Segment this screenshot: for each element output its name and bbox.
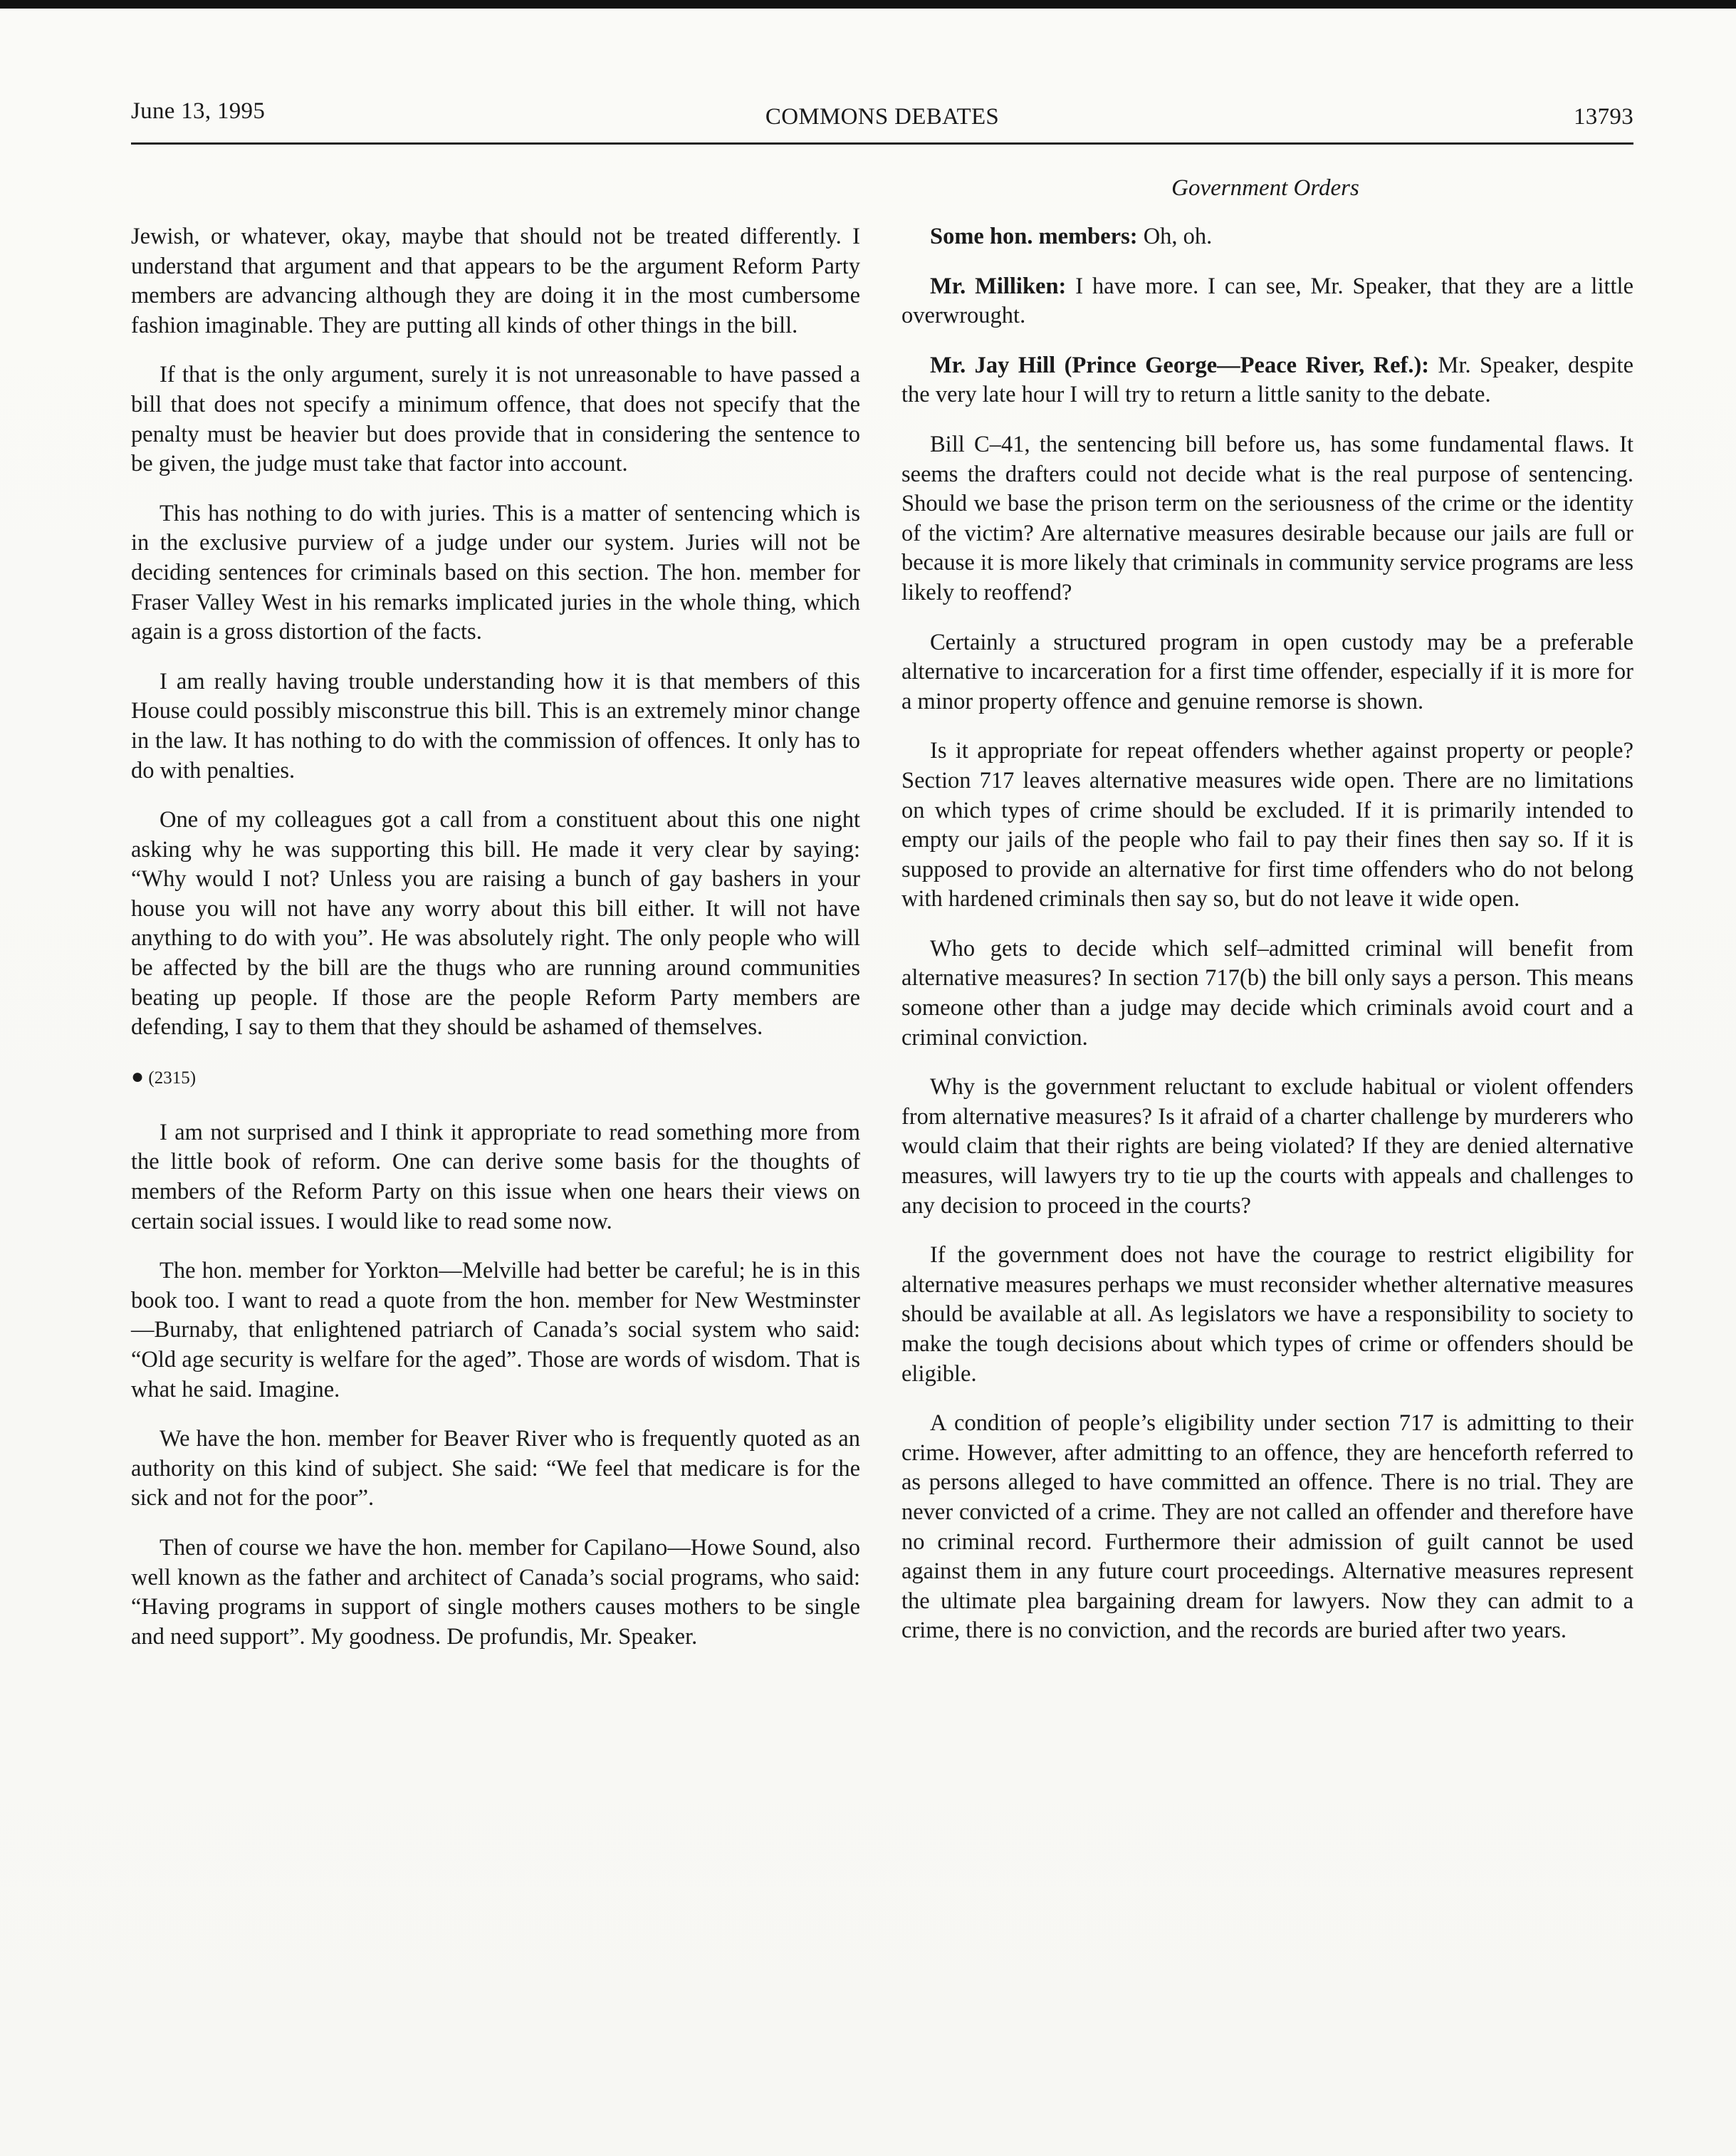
paragraph: Why is the government reluctant to exclude habitual or violent offenders from alternative measures? Is it afraid of a charter challenge by murderers who would claim that their rights are being violated? If they are denied alternative measures, will lawyers try to tie up the courts with appeals and challenges to any decision to proceed in the courts?	[901, 1074, 1633, 1219]
paragraph: Then of course we have the hon. member for Capilano—Howe Sound, also well known as the father and architect of Canada’s social programs, who said: “Having programs in support of single mothers causes mothers to be single and need support”. My goodness. De profundis, Mr. Speaker.	[131, 1534, 860, 1650]
speech	[901, 351, 1633, 410]
right-column	[901, 222, 1633, 1666]
header-title: COMMONS DEBATES	[765, 104, 1000, 130]
header-rule	[131, 142, 1633, 145]
bullet-icon: ●	[131, 1064, 145, 1088]
paragraph: A condition of people’s eligibility under section 717 is admitting to their crime. However, after admitting to an offence, they are henceforth referred to as persons alleged to have committed an offence. There is no trial. They are never convicted of a crime. They are not called an offender and therefore have no criminal record. Furthermore their admission of guilt cannot be used against them in any future court proceedings. Alternative measures represent the ultimate plea bargaining dream for lawyers. Now they can admit to a crime, there is no conviction, and the records are buried after two years.	[901, 1410, 1633, 1644]
paragraph: I am really having trouble understanding how it is that members of this House could possibly misconstrue this bill. This is an extremely minor change in the law. It has nothing to do with the commission of offences. It only has to do with penalties.	[131, 668, 860, 783]
paragraph: This has nothing to do with juries. This is a matter of sentencing which is in the exclusive purview of a judge under our system. Juries will not be deciding sentences for criminals based on this section. The hon. member for Fraser Valley West in his remarks implicated juries in the whole thing, which again is a gross distortion of the facts.	[131, 500, 860, 645]
paragraph: Bill C–41, the sentencing bill before us, has some fundamental flaws. It seems the drafters could not decide what is the real purpose of sentencing. Should we base the prison term on the seriousness of the crime or the identity of the victim? Are alternative measures desirable because our jails are full or because it is more likely that criminals in community service programs are less likely to reoffend?	[901, 431, 1633, 605]
paragraph: The hon. member for Yorkton—Melville had better be careful; he is in this book too. I want to read a quote from the hon. member for New Westminster—Burnaby, that enlightened patriarch of Canada’s social system who said: “Old age security is welfare for the aged”. Those are words of wisdom. That is what he said. Imagine.	[131, 1258, 860, 1402]
header-page-number: 13793	[1574, 104, 1633, 130]
header-date: June 13, 1995	[131, 98, 266, 124]
speech	[901, 272, 1633, 331]
paragraph: Jewish, or whatever, okay, maybe that should not be treated differently. I understand that argument and that appears to be the argument Reform Party members are advancing although they are doing it in the most cumbersome fashion imaginable. They are putting all kinds of other things in the bill.	[131, 224, 860, 338]
paragraph: Is it appropriate for repeat offenders whether against property or people? Section 717 leaves alternative measures wide open. There are no limitations on which types of crime should be excluded. If it is primarily intended to empty our jails of the people who fail to pay their fines then say so. If it is supposed to provide an alternative for first time offenders who do not belong with hardened criminals then say so, but do not leave it wide open.	[901, 738, 1633, 912]
section-label: Government Orders	[1171, 175, 1359, 201]
scan-edge	[0, 0, 1736, 9]
paragraph: I am not surprised and I think it appropriate to read something more from the little book of reform. One can derive some basis for the thoughts of members of the Reform Party on this issue when one hears their views on certain social issues. I would like to read some now.	[131, 1119, 860, 1234]
time-marker-text: (2315)	[148, 1068, 197, 1088]
paragraph: One of my colleagues got a call from a constituent about this one night asking why he was supporting this bill. He made it very clear by saying: “Why would I not? Unless you are raising a bunch of gay bashers in your house you will not have any worry about this bill either. It will not have anything to do with you”. He was absolutely right. The only people who will be affected by the bill are the thugs who are running around communities beating up people. If those are the people Reform Party members are defending, I say to them that they should be ashamed of themselves.	[131, 807, 860, 1041]
speech	[901, 222, 1633, 252]
speaker-name: Mr. Milliken:	[930, 273, 1067, 299]
paragraph: Certainly a structured program in open custody may be a preferable alternative to incarceration for a first time offender, especially if it is more for a minor property offence and genuine remorse is shown.	[901, 629, 1633, 714]
left-column	[131, 222, 860, 1672]
paragraph: We have the hon. member for Beaver River who is frequently quoted as an authority on this kind of subject. She said: “We feel that medicare is for the sick and not for the poor”.	[131, 1426, 860, 1511]
time-marker	[131, 1063, 860, 1093]
paragraph: Who gets to decide which self–admitted criminal will benefit from alternative measures? In section 717(b) the bill only says a person. This means someone other than a judge may decide which criminals avoid court and a criminal conviction.	[901, 935, 1633, 1051]
running-header	[131, 98, 1633, 141]
paragraph: If the government does not have the courage to restrict eligibility for alternative measures perhaps we must reconsider whether alternative measures should be available at all. As legislators we have a responsibility to society to make the tough decisions about which types of crime or offenders should be eligible.	[901, 1242, 1633, 1387]
speech-text: Mr. Speaker, despite the very late hour I will try to return a little sanity to the debate.	[901, 352, 1634, 408]
speaker-name: Some hon. members:	[930, 224, 1138, 249]
speech-text: I have more. I can see, Mr. Speaker, that they are a little overwrought.	[901, 273, 1634, 329]
paragraph: If that is the only argument, surely it is not unreasonable to have passed a bill that does not specify a minimum offence, that does not specify that the penalty must be heavier but does provide that in considering the sentence to be given, the judge must take that factor into account.	[131, 362, 860, 477]
speech-text: Oh, oh.	[1137, 224, 1213, 249]
speaker-name: Mr. Jay Hill (Prince George—Peace River, Ref.):	[930, 352, 1430, 378]
